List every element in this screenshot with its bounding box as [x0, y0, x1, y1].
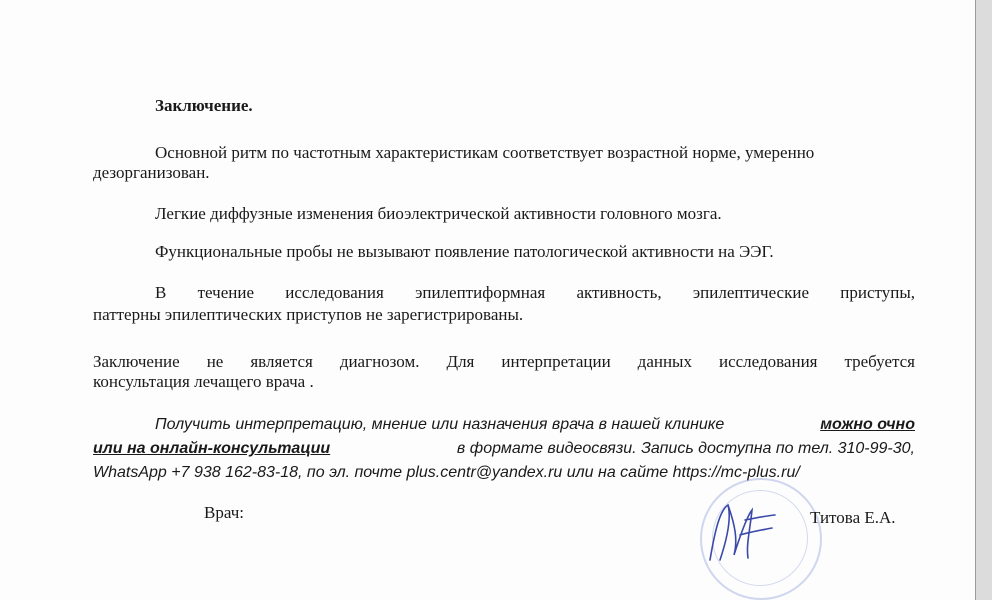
notice-line3: WhatsApp +7 938 162-83-18, по эл. почте plus.centr@yandex.ru или на сайте https://mc-plus.ru/ [93, 464, 800, 481]
notice-line1 [155, 415, 915, 435]
paragraph-disclaimer-line2: консультация лечащего врача . [93, 372, 314, 391]
notice-text: Получить интерпретацию, мнение или назначения врача в нашей клинике [155, 416, 725, 433]
online-consultation-link[interactable]: или на онлайн-консультации [93, 440, 331, 457]
paragraph-functional-tests: Функциональные пробы не вызывают появление патологической активности на ЭЭГ. [155, 242, 774, 261]
doctor-name: Титова Е.А. [810, 508, 896, 527]
notice-line2 [93, 439, 915, 459]
paragraph-epilepsy-line2: паттерны эпилептических приступов не зарегистрированы. [93, 305, 524, 324]
doctor-label: Врач: [204, 503, 244, 522]
viewer-edge [975, 0, 992, 600]
conclusion-heading: Заключение. [155, 96, 253, 115]
notice-text-2: в формате видеосвязи. Запись доступна по тел. 310-99-30, [456, 440, 915, 457]
paragraph-rhythm-line2: дезорганизован. [93, 163, 210, 182]
paragraph-diffuse: Легкие диффузные изменения биоэлектрической активности головного мозга. [155, 204, 722, 223]
paragraph-rhythm-line1: Основной ритм по частотным характеристикам соответствует возрастной норме, умеренно [155, 143, 815, 162]
in-person-link[interactable]: можно очно [820, 416, 915, 433]
signature-icon [690, 490, 790, 570]
paragraph-disclaimer-line1: Заключение не является диагнозом. Для интерпретации данных исследования требуется [93, 352, 915, 371]
paragraph-epilepsy-line1: В течение исследования эпилептиформная активность, эпилептические приступы, [155, 283, 915, 302]
